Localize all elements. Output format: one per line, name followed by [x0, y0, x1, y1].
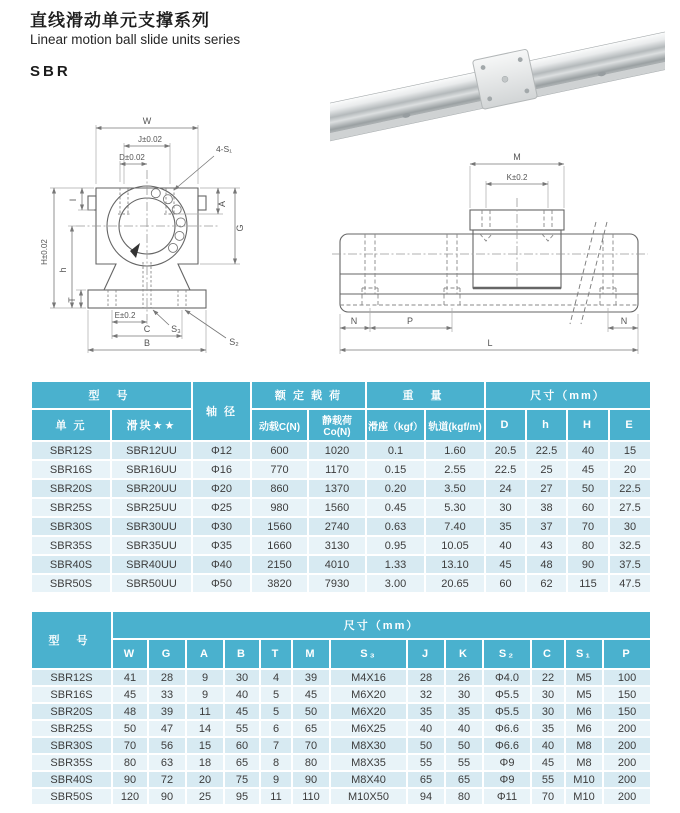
table-row [31, 479, 651, 498]
cell: 200 [603, 788, 651, 805]
cell: 20.5 [485, 441, 526, 460]
dim-label-n-right: N [620, 316, 628, 326]
cell: 1020 [308, 441, 366, 460]
cell: 48 [112, 703, 148, 720]
extension-lines [50, 125, 240, 353]
cell: 10.05 [425, 536, 485, 555]
cell: SBR40S [31, 555, 111, 574]
table-row [31, 754, 651, 771]
cell: 70 [531, 788, 565, 805]
th-col-s2: S₂ [483, 639, 531, 669]
cell: 1560 [308, 498, 366, 517]
cell: 39 [292, 669, 330, 686]
th-model2: 型 号 [31, 611, 112, 669]
dim-label-w: W [142, 116, 152, 126]
cell: SBR35S [31, 754, 112, 771]
cell: 90 [567, 555, 609, 574]
cell: M8X35 [330, 754, 407, 771]
cell: 43 [526, 536, 567, 555]
cell: 20 [609, 460, 651, 479]
cell: 80 [445, 788, 483, 805]
cell: 0.15 [366, 460, 425, 479]
cell: M6X20 [330, 703, 407, 720]
cell: 63 [148, 754, 186, 771]
cell: 80 [292, 754, 330, 771]
cell: 40 [485, 536, 526, 555]
cell: 45 [485, 555, 526, 574]
cell: SBR20S [31, 479, 111, 498]
table-row [31, 574, 651, 593]
cell: 26 [445, 669, 483, 686]
th-dynamic-load: 动载C(N) [251, 409, 308, 441]
table-row [31, 460, 651, 479]
cell: 90 [148, 788, 186, 805]
spec-table-load [30, 380, 652, 594]
cell: M8X40 [330, 771, 407, 788]
page-title-english: Linear motion ball slide units series [30, 32, 241, 47]
cell: 40 [531, 737, 565, 754]
side-dimension-lines [340, 164, 638, 350]
cell: M5 [565, 669, 603, 686]
th-col-g: G [148, 639, 186, 669]
cell: SBR30S [31, 517, 111, 536]
th-dim-d: D [485, 409, 526, 441]
th-slide-seat-weight: 滑座（kgf） [366, 409, 425, 441]
cell: 200 [603, 720, 651, 737]
page-title-chinese: 直线滑动单元支撑系列 [30, 11, 210, 30]
cell: M6 [565, 720, 603, 737]
cell: 50 [445, 737, 483, 754]
front-view-diagram [32, 112, 337, 357]
front-labels [40, 116, 245, 348]
cell: 3.50 [425, 479, 485, 498]
cell: 56 [148, 737, 186, 754]
cell: 45 [224, 703, 260, 720]
cell: 1560 [251, 517, 308, 536]
cell: 90 [292, 771, 330, 788]
cell: 20.65 [425, 574, 485, 593]
cell: 600 [251, 441, 308, 460]
cell: SBR25S [31, 720, 112, 737]
cell: 62 [526, 574, 567, 593]
side-hidden-lines [340, 210, 638, 305]
cell: SBR16S [31, 460, 111, 479]
cell: 22.5 [485, 460, 526, 479]
cell: 48 [526, 555, 567, 574]
th-dimensions: 尺寸（mm） [485, 381, 651, 409]
cell: 15 [186, 737, 224, 754]
dim-label-b: B [143, 338, 151, 348]
th-slider: 滑块★★ [111, 409, 192, 441]
cell: 7 [260, 737, 292, 754]
cell: Φ6.6 [483, 737, 531, 754]
cell: 30 [531, 703, 565, 720]
th-dimensions2: 尺寸（mm） [112, 611, 651, 639]
table-row [31, 703, 651, 720]
cell: 95 [224, 788, 260, 805]
th-model: 型 号 [31, 381, 192, 409]
cell: SBR25S [31, 498, 111, 517]
cell: 40 [224, 686, 260, 703]
cell: 22 [531, 669, 565, 686]
cell: 35 [407, 703, 445, 720]
cell: 40 [407, 720, 445, 737]
cell: M6X25 [330, 720, 407, 737]
cell: 120 [112, 788, 148, 805]
cell: 37 [526, 517, 567, 536]
cell: 1.33 [366, 555, 425, 574]
th-col-w: W [112, 639, 148, 669]
cell: 9 [186, 686, 224, 703]
table-row [31, 555, 651, 574]
table-row [31, 788, 651, 805]
cell: 7930 [308, 574, 366, 593]
cell: 860 [251, 479, 308, 498]
cell: 65 [292, 720, 330, 737]
th-col-t: T [260, 639, 292, 669]
cell: 35 [485, 517, 526, 536]
cell: M10 [565, 771, 603, 788]
cell: SBR40UU [111, 555, 192, 574]
cell: SBR12S [31, 669, 112, 686]
cell: 770 [251, 460, 308, 479]
cell: 0.20 [366, 479, 425, 498]
cell: SBR40S [31, 771, 112, 788]
cell: 1660 [251, 536, 308, 555]
cell: 5.30 [425, 498, 485, 517]
cell: 45 [292, 686, 330, 703]
cell: 115 [567, 574, 609, 593]
rail-assembly [330, 26, 665, 144]
dim-label-e: E±0.2 [114, 311, 136, 320]
cell: SBR50S [31, 788, 112, 805]
cell: 15 [609, 441, 651, 460]
dim-label-l: L [487, 338, 493, 348]
cell: SBR25UU [111, 498, 192, 517]
cell: SBR30UU [111, 517, 192, 536]
cell: Φ5.5 [483, 686, 531, 703]
cell: 32 [407, 686, 445, 703]
cell: 75 [224, 771, 260, 788]
dim-label-h: h [58, 267, 68, 273]
spec-table-dimensions [30, 610, 652, 806]
table-row [31, 771, 651, 788]
cell: 25 [186, 788, 224, 805]
cell: Φ9 [483, 754, 531, 771]
cell: 8 [260, 754, 292, 771]
cell: 41 [112, 669, 148, 686]
cell: 45 [567, 460, 609, 479]
cell: 30 [445, 686, 483, 703]
cell: 24 [485, 479, 526, 498]
cell: 38 [526, 498, 567, 517]
cell: 90 [112, 771, 148, 788]
cell: 150 [603, 686, 651, 703]
cell: M5 [565, 686, 603, 703]
cell: 11 [186, 703, 224, 720]
cell: 55 [445, 754, 483, 771]
cell: M10X50 [330, 788, 407, 805]
table-row [31, 517, 651, 536]
table-row [31, 669, 651, 686]
cell: SBR35UU [111, 536, 192, 555]
th-weight: 重 量 [366, 381, 485, 409]
cell: Φ16 [192, 460, 251, 479]
th-rated-load: 额 定 载 荷 [251, 381, 366, 409]
th-unit: 单 元 [31, 409, 111, 441]
cell: SBR35S [31, 536, 111, 555]
cell: 35 [445, 703, 483, 720]
cell: 27 [526, 479, 567, 498]
cell: 30 [224, 669, 260, 686]
cell: 32.5 [609, 536, 651, 555]
dim-label-p: P [406, 316, 414, 326]
cell: 14 [186, 720, 224, 737]
cell: 0.63 [366, 517, 425, 536]
cell: 11 [260, 788, 292, 805]
cell: Φ50 [192, 574, 251, 593]
cell: SBR20S [31, 703, 112, 720]
cell: M6X20 [330, 686, 407, 703]
cell: 22.5 [526, 441, 567, 460]
cell: 110 [292, 788, 330, 805]
cell: 94 [407, 788, 445, 805]
cell: 13.10 [425, 555, 485, 574]
product-photo [330, 26, 665, 144]
dim-label-k: K±0.2 [506, 173, 528, 182]
cell: 50 [292, 703, 330, 720]
cell: 4 [260, 669, 292, 686]
cell: 60 [224, 737, 260, 754]
table-row [31, 737, 651, 754]
cell: 25 [526, 460, 567, 479]
spec-table-load-body [31, 441, 651, 593]
cell: 30 [485, 498, 526, 517]
th-col-s1: S₁ [565, 639, 603, 669]
cell: M10 [565, 788, 603, 805]
cell: 0.95 [366, 536, 425, 555]
dim-label-g: G [235, 224, 245, 232]
cell: SBR12UU [111, 441, 192, 460]
table-row [31, 720, 651, 737]
dim-label-j: J±0.02 [138, 135, 162, 144]
th-col-p: P [603, 639, 651, 669]
cell: Φ4.0 [483, 669, 531, 686]
cell: 45 [531, 754, 565, 771]
cell: M8 [565, 754, 603, 771]
th-col-k: K [445, 639, 483, 669]
cell: 37.5 [609, 555, 651, 574]
title-block [30, 6, 240, 80]
cell: SBR12S [31, 441, 111, 460]
cell: 1.60 [425, 441, 485, 460]
cell: 30 [609, 517, 651, 536]
table-row [31, 686, 651, 703]
cell: SBR30S [31, 737, 112, 754]
cell: 3.00 [366, 574, 425, 593]
cell: 72 [148, 771, 186, 788]
cell: 33 [148, 686, 186, 703]
cell: 65 [407, 771, 445, 788]
dim-label-m: M [513, 152, 521, 162]
th-col-c: C [531, 639, 565, 669]
centerlines [76, 170, 218, 320]
cell: 65 [224, 754, 260, 771]
cell: 7.40 [425, 517, 485, 536]
bearing-balls [151, 189, 185, 253]
cell: 55 [531, 771, 565, 788]
cell: 27.5 [609, 498, 651, 517]
th-dim-h-upper: H [567, 409, 609, 441]
break-lines [570, 222, 607, 324]
cell: Φ11 [483, 788, 531, 805]
cell: 40 [567, 441, 609, 460]
cell: 50 [112, 720, 148, 737]
cell: 60 [567, 498, 609, 517]
cell: 18 [186, 754, 224, 771]
cell: 47 [148, 720, 186, 737]
dim-label-a: A [217, 200, 227, 208]
cell: 30 [531, 686, 565, 703]
cell: SBR50UU [111, 574, 192, 593]
side-view-diagram [330, 138, 665, 366]
cell: 3820 [251, 574, 308, 593]
cell: 2150 [251, 555, 308, 574]
side-labels [351, 152, 628, 348]
cell: M8X30 [330, 737, 407, 754]
series-code: SBR [30, 63, 71, 80]
th-static-load: 静载荷Co(N) [308, 409, 366, 441]
cell: 28 [407, 669, 445, 686]
cell: M6 [565, 703, 603, 720]
th-dim-e: E [609, 409, 651, 441]
cell: 5 [260, 703, 292, 720]
cell: 0.1 [366, 441, 425, 460]
dim-label-s2: S₂ [229, 337, 239, 347]
cell: M8 [565, 737, 603, 754]
dim-label-t: T [67, 297, 77, 303]
table-row [31, 536, 651, 555]
cell: SBR16UU [111, 460, 192, 479]
cell: 9 [186, 669, 224, 686]
cell: 80 [112, 754, 148, 771]
cell: 5 [260, 686, 292, 703]
cell: 200 [603, 737, 651, 754]
cell: Φ5.5 [483, 703, 531, 720]
cell: 40 [445, 720, 483, 737]
side-outline [340, 210, 638, 312]
cell: 47.5 [609, 574, 651, 593]
cell: 70 [112, 737, 148, 754]
cell: Φ20 [192, 479, 251, 498]
cell: Φ40 [192, 555, 251, 574]
cell: Φ30 [192, 517, 251, 536]
th-rail-weight: 轨道(kgf/m) [425, 409, 485, 441]
th-col-a: A [186, 639, 224, 669]
cell: 980 [251, 498, 308, 517]
cell: 45 [112, 686, 148, 703]
cell: 1370 [308, 479, 366, 498]
cell: 20 [186, 771, 224, 788]
cell: 200 [603, 754, 651, 771]
cell: Φ6.6 [483, 720, 531, 737]
cell: 2740 [308, 517, 366, 536]
dim-label-i: I [68, 198, 78, 202]
dim-label-s1: 4-S₁ [215, 144, 233, 154]
cell: SBR50S [31, 574, 111, 593]
cell: 2.55 [425, 460, 485, 479]
cell: 65 [445, 771, 483, 788]
dim-label-n-left: N [350, 316, 358, 326]
cell: Φ9 [483, 771, 531, 788]
cell: 4010 [308, 555, 366, 574]
th-col-j: J [407, 639, 445, 669]
dim-label-H: H±0.02 [40, 239, 49, 265]
cell: 35 [531, 720, 565, 737]
th-col-b: B [224, 639, 260, 669]
cell: 100 [603, 669, 651, 686]
cell: 55 [224, 720, 260, 737]
spec-table-dimensions-body [31, 669, 651, 805]
cell: 200 [603, 771, 651, 788]
th-dim-h-lower: h [526, 409, 567, 441]
dim-label-d: D±0.02 [119, 153, 145, 162]
cell: SBR20UU [111, 479, 192, 498]
cell: 60 [485, 574, 526, 593]
cell: Φ25 [192, 498, 251, 517]
cell: Φ35 [192, 536, 251, 555]
table-row [31, 441, 651, 460]
cell: SBR16S [31, 686, 112, 703]
cell: 50 [567, 479, 609, 498]
table-row [31, 498, 651, 517]
cell: Φ12 [192, 441, 251, 460]
cell: 22.5 [609, 479, 651, 498]
cell: 55 [407, 754, 445, 771]
cell: 1170 [308, 460, 366, 479]
cell: 39 [148, 703, 186, 720]
cell: 0.45 [366, 498, 425, 517]
cell: 50 [407, 737, 445, 754]
dim-label-c: C [143, 324, 151, 334]
cell: 6 [260, 720, 292, 737]
cell: 70 [292, 737, 330, 754]
cell: 9 [260, 771, 292, 788]
th-col-s3: S₃ [330, 639, 407, 669]
cell: M4X16 [330, 669, 407, 686]
cell: 28 [148, 669, 186, 686]
dim-label-s3: S₃ [171, 324, 181, 334]
side-extension-lines [340, 166, 638, 354]
th-shaft-diameter: 轴 径 [192, 381, 251, 441]
cell: 70 [567, 517, 609, 536]
cell: 3130 [308, 536, 366, 555]
th-col-m: M [292, 639, 330, 669]
cell: 150 [603, 703, 651, 720]
cell: 80 [567, 536, 609, 555]
